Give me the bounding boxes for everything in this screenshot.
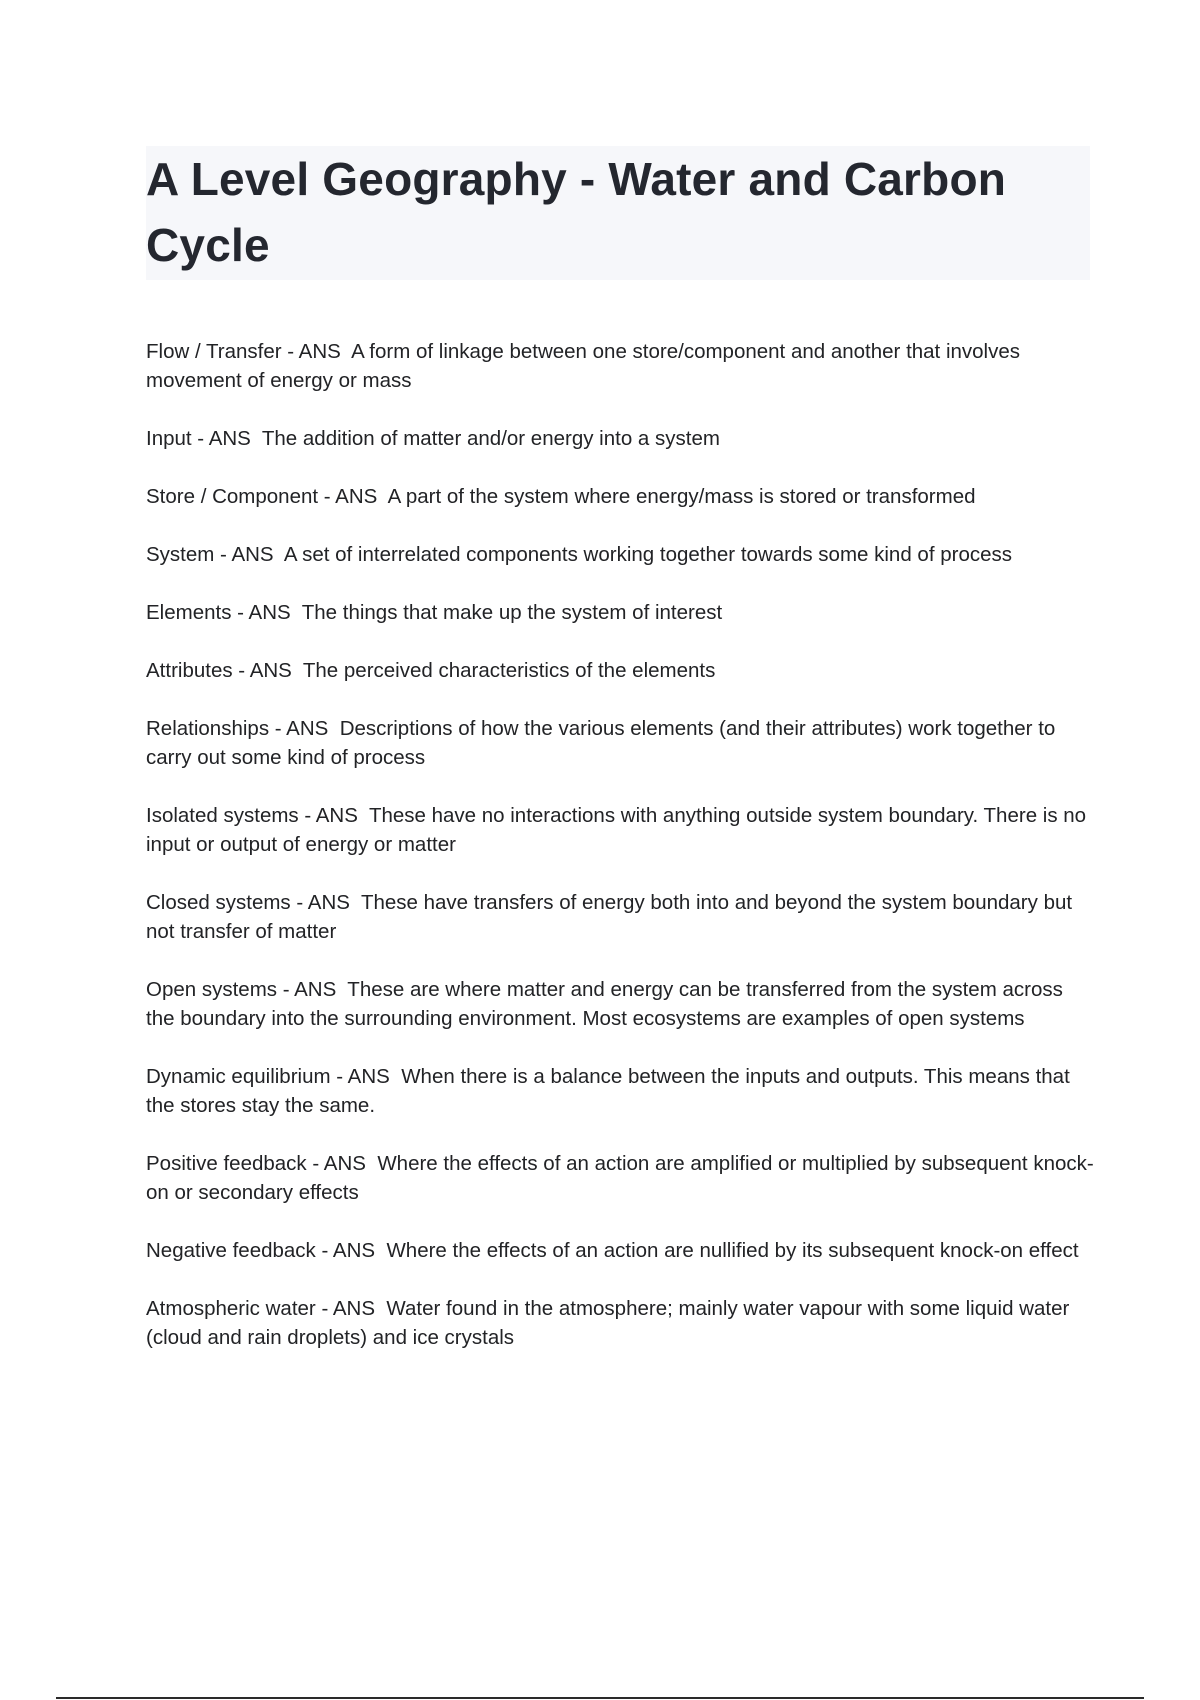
flashcard-entry: [146, 714, 1096, 772]
entry-definition: When there is a balance between the inputs and outputs. This means that the stores stay the same.: [146, 1065, 1076, 1117]
entry-separator: - ANS: [281, 340, 352, 363]
entry-term: Elements: [146, 601, 232, 624]
entry-term: Positive feedback: [146, 1152, 307, 1175]
entry-definition: Descriptions of how the various elements (and their attributes) work together to carry out some kind of process: [146, 717, 1061, 769]
entry-term: Open systems: [146, 978, 278, 1001]
title-banner: [146, 146, 1090, 280]
entry-term: Input: [146, 427, 192, 450]
flashcard-entry: [146, 598, 1096, 627]
flashcard-entry: [146, 1236, 1096, 1265]
entry-definition: These have transfers of energy both into and beyond the system boundary but not transfer of matter: [146, 891, 1078, 943]
flashcard-entry: [146, 1294, 1096, 1352]
flashcard-entry: [146, 656, 1096, 685]
entry-term: Atmospheric water: [146, 1297, 316, 1320]
entry-term: Isolated systems: [146, 804, 299, 827]
entry-separator: - ANS: [191, 427, 262, 450]
entry-definition: These have no interactions with anything outside system boundary. There is no input or output of energy or matter: [146, 804, 1092, 856]
entry-term: Dynamic equilibrium: [146, 1065, 331, 1088]
entry-separator: - ANS: [290, 891, 361, 914]
entry-separator: - ANS: [330, 1065, 402, 1088]
entry-term: System: [146, 543, 215, 566]
entry-separator: - ANS: [298, 804, 369, 827]
flashcard-entry: [146, 888, 1096, 946]
entry-separator: - ANS: [315, 1297, 387, 1320]
entry-separator: - ANS: [214, 543, 284, 566]
entry-separator: - ANS: [231, 601, 302, 624]
entry-definition: The perceived characteristics of the elements: [302, 659, 716, 682]
entry-term: Attributes: [146, 659, 233, 682]
entry-separator: - ANS: [306, 1152, 378, 1175]
flashcard-entry: [146, 1062, 1096, 1120]
flashcard-entry: [146, 801, 1096, 859]
flashcard-list: [146, 337, 1096, 1381]
entry-definition: Where the effects of an action are amplified or multiplied by subsequent knock-on or secondary effects: [146, 1152, 1094, 1204]
entry-definition: These are where matter and energy can be transferred from the system across the boundary into the surrounding environment. Most ecosystems are examples of open systems: [146, 978, 1069, 1030]
entry-definition: A set of interrelated components working together towards some kind of process: [283, 543, 1012, 566]
page-title: A Level Geography - Water and Carbon Cycle: [146, 153, 1007, 271]
flashcard-entry: [146, 337, 1096, 395]
entry-separator: - ANS: [315, 1239, 387, 1262]
flashcard-entry: [146, 424, 1096, 453]
entry-separator: - ANS: [318, 485, 388, 508]
entry-definition: A form of linkage between one store/component and another that involves movement of energy or mass: [146, 340, 1026, 392]
entry-separator: - ANS: [269, 717, 340, 740]
entry-separator: - ANS: [232, 659, 303, 682]
entry-definition: A part of the system where energy/mass is stored or transformed: [387, 485, 976, 508]
flashcard-entry: [146, 540, 1096, 569]
entry-definition: The addition of matter and/or energy into a system: [261, 427, 720, 450]
footer-divider: [56, 1697, 1144, 1699]
entry-term: Relationships: [146, 717, 270, 740]
entry-term: Store / Component: [146, 485, 319, 508]
entry-definition: Where the effects of an action are nullified by its subsequent knock-on effect: [386, 1239, 1079, 1262]
entry-definition: The things that make up the system of interest: [301, 601, 723, 624]
flashcard-entry: [146, 1149, 1096, 1207]
entry-term: Flow / Transfer: [146, 340, 282, 363]
entry-term: Closed systems: [146, 891, 291, 914]
entry-definition: Water found in the atmosphere; mainly water vapour with some liquid water (cloud and rain droplets) and ice crystals: [146, 1297, 1076, 1349]
flashcard-entry: [146, 975, 1096, 1033]
flashcard-entry: [146, 482, 1096, 511]
entry-term: Negative feedback: [146, 1239, 316, 1262]
entry-separator: - ANS: [277, 978, 348, 1001]
